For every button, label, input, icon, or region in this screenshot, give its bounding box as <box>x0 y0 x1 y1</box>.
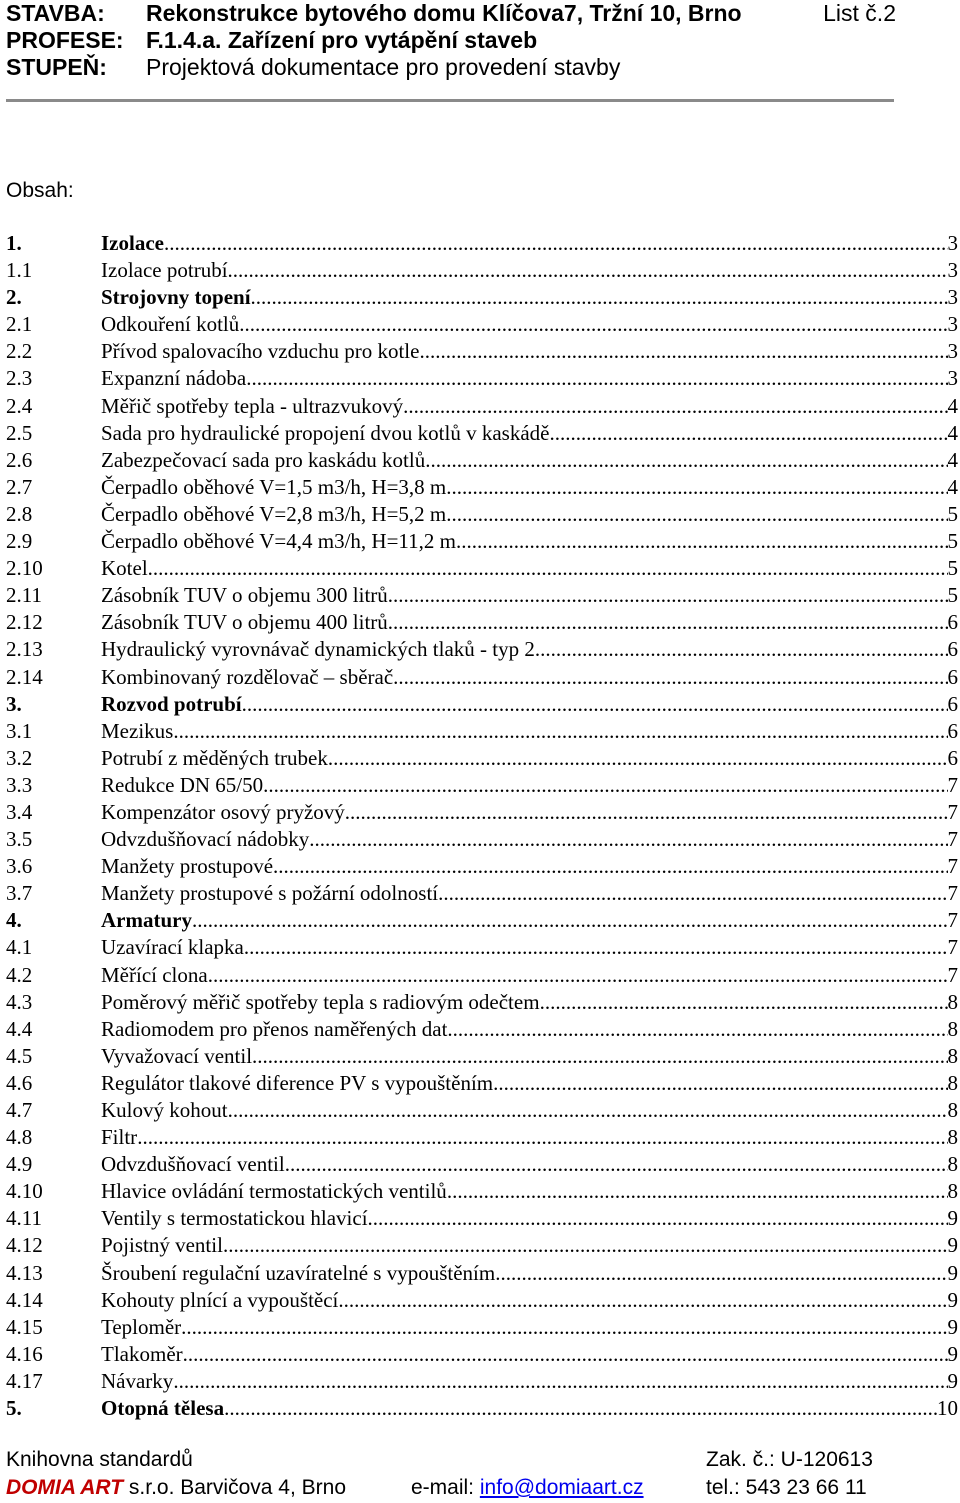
toc-entry[interactable] <box>6 420 958 447</box>
toc-entry-title: Manžety prostupové <box>101 854 274 879</box>
toc-dot-leader <box>535 636 948 663</box>
toc-entry-page: 3 <box>947 339 958 364</box>
header-row-profese <box>6 27 906 54</box>
toc-entry-number: 4.4 <box>6 1016 33 1041</box>
toc-entry-number: 4.16 <box>6 1341 43 1366</box>
toc-dot-leader <box>228 1097 948 1124</box>
toc-dot-leader <box>239 311 947 338</box>
toc-entry-line <box>101 230 958 257</box>
toc-entry-number: 3.3 <box>6 772 33 797</box>
toc-dot-leader <box>263 772 947 799</box>
toc-entry[interactable] <box>6 582 958 609</box>
toc-dot-leader <box>328 745 948 772</box>
toc-entry-title: Ventily s termostatickou hlavicí <box>101 1206 368 1231</box>
toc-entry-title: Filtr <box>101 1125 138 1150</box>
toc-entry-page: 9 <box>947 1314 958 1339</box>
toc-entry-line <box>101 1232 958 1259</box>
toc-entry-number: 3.2 <box>6 745 33 770</box>
toc-entry-title: Sada pro hydraulické propojení dvou kotlů v kaskádě <box>101 420 550 445</box>
toc-entry-page: 3 <box>947 285 958 310</box>
toc-dot-leader <box>228 257 948 284</box>
toc-entry[interactable] <box>6 338 958 365</box>
toc-entry-line <box>101 799 958 826</box>
toc-entry-title: Hlavice ovládání termostatických ventilů <box>101 1179 447 1204</box>
toc-entry[interactable] <box>6 257 958 284</box>
toc-entry[interactable] <box>6 1341 958 1368</box>
toc-entry[interactable] <box>6 989 958 1016</box>
toc-entry-line <box>101 718 958 745</box>
toc-entry-number: 3. <box>6 691 22 716</box>
toc-entry-number: 4.14 <box>6 1287 43 1312</box>
toc-entry-page: 4 <box>947 447 958 472</box>
toc-entry-number: 4.10 <box>6 1179 43 1204</box>
toc-entry-number: 3.1 <box>6 718 33 743</box>
toc-entry-page: 5 <box>947 529 958 554</box>
toc-entry[interactable] <box>6 284 958 311</box>
toc-dot-leader <box>345 799 948 826</box>
toc-entry-title: Rozvod potrubí <box>101 691 242 716</box>
toc-entry-page: 6 <box>947 610 958 635</box>
toc-entry[interactable] <box>6 1260 958 1287</box>
toc-entry-number: 2.5 <box>6 420 33 445</box>
toc-entry[interactable] <box>6 907 958 934</box>
toc-entry-number: 4.15 <box>6 1314 43 1339</box>
toc-entry-page: 7 <box>947 908 958 933</box>
company-address: s.r.o. Barvičova 4, Brno <box>123 1476 346 1499</box>
toc-dot-leader <box>183 1341 948 1368</box>
toc-entry[interactable] <box>6 1232 958 1259</box>
toc-entry-title: Teploměr <box>101 1314 182 1339</box>
toc-dot-leader <box>493 1070 947 1097</box>
toc-entry-page: 5 <box>947 583 958 608</box>
table-of-contents <box>6 230 958 1422</box>
toc-entry-page: 6 <box>947 664 958 689</box>
toc-dot-leader <box>338 1287 947 1314</box>
toc-entry-number: 4. <box>6 908 22 933</box>
profese-value: F.1.4.a. Zařízení pro vytápění staveb <box>146 27 538 53</box>
toc-dot-leader <box>252 1043 947 1070</box>
toc-dot-leader <box>223 1232 948 1259</box>
stupen-label: STUPEŇ: <box>6 54 107 80</box>
document-footer <box>6 1446 906 1502</box>
toc-entry-number: 5. <box>6 1396 22 1421</box>
toc-entry-title: Hydraulický vyrovnávač dynamických tlaků - typ 2 <box>101 637 535 662</box>
toc-entry-line <box>101 1043 958 1070</box>
toc-entry-number: 2.11 <box>6 583 42 608</box>
toc-entry[interactable] <box>6 691 958 718</box>
toc-entry-title: Poměrový měřič spotřeby tepla s radiovým odečtem <box>101 989 540 1014</box>
toc-entry-page: 3 <box>947 366 958 391</box>
toc-entry-number: 2. <box>6 285 22 310</box>
toc-dot-leader <box>246 365 947 392</box>
toc-entry-title: Strojovny topení <box>101 285 251 310</box>
toc-entry-title: Izolace potrubí <box>101 258 228 283</box>
toc-entry-title: Odvzdušňovací nádobky <box>101 827 310 852</box>
toc-entry-page: 3 <box>947 231 958 255</box>
toc-entry[interactable] <box>6 1395 958 1422</box>
toc-entry-line <box>101 745 958 772</box>
toc-dot-leader <box>456 528 948 555</box>
toc-entry[interactable] <box>6 1016 958 1043</box>
toc-entry-page: 7 <box>947 827 958 852</box>
toc-entry[interactable] <box>6 1205 958 1232</box>
toc-entry-line <box>101 1151 958 1178</box>
toc-entry-number: 4.5 <box>6 1043 33 1068</box>
sheet-number: List č.2 <box>823 0 896 26</box>
toc-entry-line <box>101 1070 958 1097</box>
toc-entry-line <box>101 609 958 636</box>
toc-entry[interactable] <box>6 962 958 989</box>
toc-entry-number: 1. <box>6 231 22 255</box>
toc-entry-title: Pojistný ventil <box>101 1233 223 1258</box>
toc-entry-page: 4 <box>947 393 958 418</box>
toc-entry-page: 6 <box>947 745 958 770</box>
toc-dot-leader <box>309 826 947 853</box>
toc-entry[interactable] <box>6 1287 958 1314</box>
toc-entry[interactable] <box>6 880 958 907</box>
toc-entry-line <box>101 420 958 447</box>
toc-entry-line <box>101 989 958 1016</box>
toc-entry[interactable] <box>6 1097 958 1124</box>
toc-entry-line <box>101 474 958 501</box>
email-link[interactable]: info@domiaart.cz <box>479 1476 644 1499</box>
toc-entry-number: 4.13 <box>6 1260 43 1285</box>
toc-entry-line <box>101 311 958 338</box>
toc-entry-line <box>101 907 958 934</box>
toc-entry-line <box>101 962 958 989</box>
toc-entry-title: Zabezpečovací sada pro kaskádu kotlů <box>101 447 426 472</box>
toc-entry-line <box>101 826 958 853</box>
toc-entry-number: 2.3 <box>6 366 33 391</box>
toc-entry-title: Čerpadlo oběhové V=4,4 m3/h, H=11,2 m <box>101 529 456 554</box>
toc-entry[interactable] <box>6 474 958 501</box>
toc-entry-page: 9 <box>947 1260 958 1285</box>
toc-entry-title: Tlakoměr <box>101 1341 183 1366</box>
toc-entry-page: 3 <box>947 258 958 283</box>
toc-entry[interactable] <box>6 718 958 745</box>
toc-entry-title: Potrubí z měděných trubek <box>101 745 328 770</box>
header-divider <box>6 99 894 102</box>
toc-entry-page: 6 <box>947 637 958 662</box>
toc-dot-leader <box>251 284 948 311</box>
toc-entry-page: 9 <box>947 1341 958 1366</box>
toc-entry[interactable] <box>6 1178 958 1205</box>
toc-dot-leader <box>447 1178 948 1205</box>
toc-entry-line <box>101 664 958 691</box>
toc-entry-page: 7 <box>947 935 958 960</box>
toc-dot-leader <box>419 338 947 365</box>
toc-entry-number: 2.12 <box>6 610 43 635</box>
toc-entry[interactable] <box>6 501 958 528</box>
toc-entry-line <box>101 528 958 555</box>
toc-entry[interactable] <box>6 1151 958 1178</box>
stavba-value: Rekonstrukce bytového domu Klíčova7, Tržní 10, Brno <box>146 0 742 26</box>
toc-entry[interactable] <box>6 609 958 636</box>
toc-entry-number: 2.4 <box>6 393 33 418</box>
toc-entry-line <box>101 1124 958 1151</box>
document-header <box>6 0 906 81</box>
toc-entry-number: 3.7 <box>6 881 33 906</box>
toc-entry-title: Zásobník TUV o objemu 400 litrů <box>101 610 388 635</box>
toc-entry-page: 8 <box>947 1179 958 1204</box>
toc-entry-page: 10 <box>937 1396 958 1421</box>
toc-entry-line <box>101 772 958 799</box>
toc-entry-page: 4 <box>947 420 958 445</box>
toc-entry-line <box>101 1395 958 1422</box>
toc-entry-line <box>101 934 958 961</box>
toc-entry-number: 4.7 <box>6 1098 33 1122</box>
toc-entry-line <box>101 284 958 311</box>
toc-entry-number: 3.5 <box>6 827 33 852</box>
toc-entry-page: 3 <box>947 312 958 337</box>
toc-entry-number: 4.6 <box>6 1070 33 1095</box>
toc-dot-leader <box>447 1016 947 1043</box>
toc-entry-title: Měřič spotřeby tepla - ultrazvukový <box>101 393 404 418</box>
toc-entry-number: 3.4 <box>6 799 33 824</box>
toc-entry-number: 3.6 <box>6 854 33 879</box>
toc-entry-page: 6 <box>947 691 958 716</box>
toc-entry[interactable] <box>6 555 958 582</box>
toc-entry-page: 5 <box>947 501 958 526</box>
toc-entry-number: 4.2 <box>6 962 33 987</box>
profese-label: PROFESE: <box>6 27 124 53</box>
toc-entry-page: 8 <box>947 1070 958 1095</box>
toc-dot-leader <box>224 1395 937 1422</box>
toc-entry-page: 8 <box>947 1152 958 1177</box>
toc-dot-leader <box>181 1314 947 1341</box>
toc-entry-title: Čerpadlo oběhové V=1,5 m3/h, H=3,8 m <box>101 474 447 499</box>
toc-entry-title: Odvzdušňovací ventil <box>101 1152 285 1177</box>
toc-entry-page: 7 <box>947 772 958 797</box>
toc-entry-number: 4.12 <box>6 1233 43 1258</box>
toc-entry-line <box>101 555 958 582</box>
toc-entry-page: 8 <box>947 1043 958 1068</box>
toc-entry[interactable] <box>6 1368 958 1395</box>
phone-number: tel.: 543 23 66 11 <box>706 1476 867 1499</box>
toc-entry-title: Přívod spalovacího vzduchu pro kotle <box>101 339 420 364</box>
toc-entry-title: Uzavírací klapka <box>101 935 244 960</box>
toc-entry-number: 2.9 <box>6 529 33 554</box>
toc-entry-number: 4.3 <box>6 989 33 1014</box>
toc-entry-line <box>101 338 958 365</box>
toc-entry-title: Odkouření kotlů <box>101 312 240 337</box>
toc-dot-leader <box>148 555 948 582</box>
toc-entry-title: Mezikus <box>101 718 174 743</box>
toc-entry-line <box>101 1314 958 1341</box>
toc-entry-line <box>101 447 958 474</box>
toc-entry[interactable] <box>6 1070 958 1097</box>
toc-entry-title: Návarky <box>101 1368 174 1393</box>
toc-entry-page: 7 <box>947 962 958 987</box>
toc-entry[interactable] <box>6 230 958 257</box>
toc-entry-page: 6 <box>947 718 958 743</box>
toc-entry-number: 4.8 <box>6 1125 33 1150</box>
toc-entry-number: 2.10 <box>6 556 43 581</box>
toc-entry-page: 8 <box>947 1016 958 1041</box>
toc-entry-number: 4.1 <box>6 935 33 960</box>
toc-entry-number: 1.1 <box>6 258 33 283</box>
toc-entry[interactable] <box>6 447 958 474</box>
toc-entry-line <box>101 1368 958 1395</box>
toc-dot-leader <box>403 393 947 420</box>
toc-entry-title: Manžety prostupové s požární odolností <box>101 881 439 906</box>
toc-entry-number: 4.9 <box>6 1152 33 1177</box>
toc-entry-line <box>101 1097 958 1124</box>
toc-entry-title: Kombinovaný rozdělovač – sběrač <box>101 664 394 689</box>
toc-entry-page: 9 <box>947 1233 958 1258</box>
toc-entry-line <box>101 691 958 718</box>
toc-entry-title: Zásobník TUV o objemu 300 litrů <box>101 583 388 608</box>
footer-row-1 <box>6 1446 906 1474</box>
toc-entry[interactable] <box>6 393 958 420</box>
toc-entry-line <box>101 257 958 284</box>
toc-entry-page: 9 <box>947 1206 958 1231</box>
toc-entry-page: 9 <box>947 1287 958 1312</box>
toc-dot-leader <box>368 1205 948 1232</box>
toc-entry-number: 2.6 <box>6 447 33 472</box>
toc-entry-line <box>101 393 958 420</box>
toc-entry-title: Otopná tělesa <box>101 1396 225 1421</box>
toc-dot-leader <box>173 1368 947 1395</box>
toc-entry-line <box>101 582 958 609</box>
toc-entry-number: 2.13 <box>6 637 43 662</box>
toc-entry[interactable] <box>6 1314 958 1341</box>
header-row-stavba <box>6 0 906 27</box>
toc-entry-title: Radiomodem pro přenos naměřených dat <box>101 1016 448 1041</box>
toc-dot-leader <box>273 853 947 880</box>
toc-dot-leader <box>242 691 948 718</box>
toc-entry-title: Redukce DN 65/50 <box>101 772 264 797</box>
toc-dot-leader <box>446 501 947 528</box>
stavba-label: STAVBA: <box>6 0 105 26</box>
toc-entry-number: 2.2 <box>6 339 33 364</box>
toc-dot-leader <box>388 609 948 636</box>
toc-entry[interactable] <box>6 636 958 663</box>
toc-entry-line <box>101 1178 958 1205</box>
toc-entry-page: 4 <box>947 474 958 499</box>
toc-dot-leader <box>438 880 947 907</box>
toc-entry-title: Armatury <box>101 908 192 933</box>
toc-entry[interactable] <box>6 826 958 853</box>
toc-entry-page: 8 <box>947 1125 958 1150</box>
toc-dot-leader <box>285 1151 948 1178</box>
order-number: Zak. č.: U-120613 <box>706 1448 873 1471</box>
toc-entry-title: Kulový kohout <box>101 1098 228 1122</box>
toc-entry[interactable] <box>6 311 958 338</box>
toc-entry-title: Regulátor tlakové diference PV s vypouštěním <box>101 1070 494 1095</box>
toc-entry-title: Kohouty plnící a vypouštěcí <box>101 1287 339 1312</box>
toc-entry-title: Vyvažovací ventil <box>101 1043 253 1068</box>
toc-entry[interactable] <box>6 528 958 555</box>
toc-dot-leader <box>393 664 947 691</box>
toc-dot-leader <box>446 474 947 501</box>
toc-entry-number: 2.7 <box>6 474 33 499</box>
toc-entry-line <box>101 880 958 907</box>
toc-entry-page: 5 <box>947 556 958 581</box>
toc-entry-title: Kompenzátor osový pryžový <box>101 799 345 824</box>
toc-entry-page: 9 <box>947 1368 958 1393</box>
header-row-stupen <box>6 54 906 81</box>
toc-entry[interactable] <box>6 664 958 691</box>
toc-entry-page: 7 <box>947 854 958 879</box>
toc-dot-leader <box>388 582 948 609</box>
toc-dot-leader <box>173 718 947 745</box>
toc-entry-title: Čerpadlo oběhové V=2,8 m3/h, H=5,2 m <box>101 501 447 526</box>
stupen-value: Projektová dokumentace pro provedení stavby <box>146 54 621 80</box>
toc-entry-line <box>101 636 958 663</box>
toc-entry-line <box>101 1205 958 1232</box>
email-label: e-mail: <box>411 1476 480 1499</box>
toc-entry-line <box>101 365 958 392</box>
toc-entry-page: 8 <box>947 1098 958 1122</box>
toc-entry[interactable] <box>6 365 958 392</box>
toc-dot-leader <box>425 447 947 474</box>
toc-entry-line <box>101 1260 958 1287</box>
toc-dot-leader <box>495 1260 947 1287</box>
toc-entry[interactable] <box>6 1043 958 1070</box>
toc-entry[interactable] <box>6 1124 958 1151</box>
toc-dot-leader <box>244 934 948 961</box>
toc-entry-title: Měřící clona <box>101 962 208 987</box>
toc-entry-title: Expanzní nádoba <box>101 366 247 391</box>
toc-entry-page: 8 <box>947 989 958 1014</box>
toc-entry-line <box>101 1016 958 1043</box>
toc-entry-number: 2.8 <box>6 501 33 526</box>
toc-dot-leader <box>549 420 947 447</box>
company-brand: DOMIA ART <box>6 1476 124 1499</box>
toc-dot-leader <box>192 907 948 934</box>
toc-entry-line <box>101 1287 958 1314</box>
footer-row-2 <box>6 1474 906 1502</box>
toc-entry-page: 7 <box>947 881 958 906</box>
toc-entry[interactable] <box>6 853 958 880</box>
toc-entry-title: Izolace <box>101 231 164 255</box>
toc-entry-line <box>101 501 958 528</box>
toc-entry-number: 2.1 <box>6 312 33 337</box>
toc-dot-leader <box>164 230 948 257</box>
toc-entry[interactable] <box>6 745 958 772</box>
email-block <box>411 1474 644 1502</box>
toc-entry-number: 4.17 <box>6 1368 43 1393</box>
toc-dot-leader <box>540 989 948 1016</box>
toc-dot-leader <box>137 1124 947 1151</box>
toc-entry[interactable] <box>6 934 958 961</box>
toc-entry-number: 2.14 <box>6 664 43 689</box>
toc-entry-line <box>101 853 958 880</box>
toc-entry-title: Šroubení regulační uzavíratelné s vypouštěním <box>101 1260 496 1285</box>
toc-entry[interactable] <box>6 799 958 826</box>
toc-entry-page: 7 <box>947 799 958 824</box>
toc-entry-line <box>101 1341 958 1368</box>
contents-heading: Obsah: <box>6 179 74 202</box>
toc-entry-title: Kotel <box>101 556 148 581</box>
library-label: Knihovna standardů <box>6 1448 193 1471</box>
toc-entry-number: 4.11 <box>6 1206 42 1231</box>
toc-dot-leader <box>208 962 948 989</box>
toc-entry[interactable] <box>6 772 958 799</box>
